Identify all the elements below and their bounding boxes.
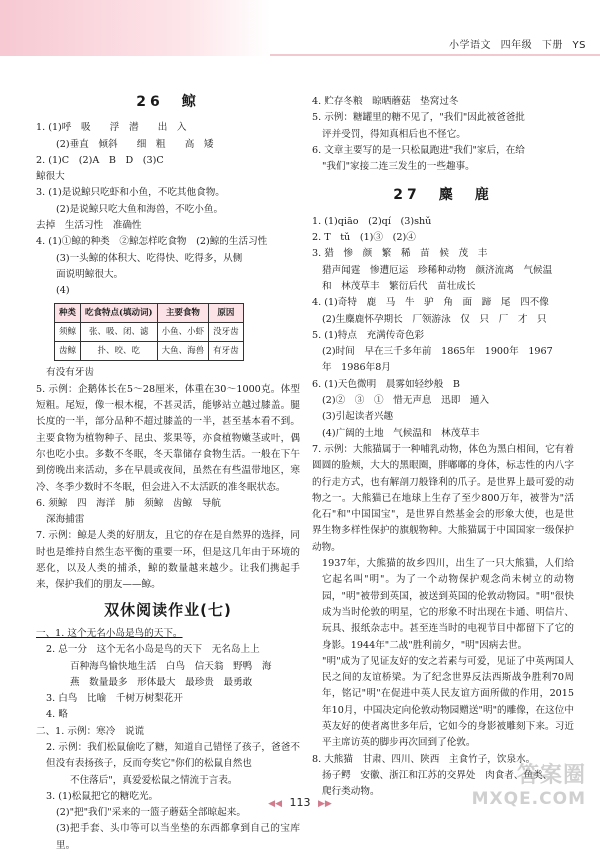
answer-line: 1. (1)呼 吸 浮 潜 出 入 [36,122,187,134]
table-cell: 须鲸 [55,322,81,341]
lesson-27-title: 27 麋 鹿 [393,187,493,204]
header-volume: 下册 [541,40,563,51]
table-cell: 小鱼、小虾 [157,322,209,341]
answer-line: (3)把手套、头巾等可以当坐垫的东西都拿到自己的宝库里。 [56,823,300,851]
table-cell: 张、吸、闭、滤 [81,322,158,341]
header-info [443,36,586,51]
answer-line: 2. 总一分 这个无名小岛是鸟的天下 无名岛上上 [46,644,260,656]
answer-line: 百种海鸟愉快地生活 白鸟 信天翁 野鸭 海 [70,660,272,672]
answer-paragraph: 2. 示例：我们松鼠偷吃了糖，知道自己错怪了孩子，爸爸不但没有表扬孩子，反而夸奖它"你们的松鼠自然也 [46,741,300,770]
page-number: 113 [289,796,311,809]
answer-line: 4. (1)①鲸的种类 ②鲸怎样吃食物 (2)鲸的生活习性 [36,236,268,248]
answer-line: 5. (1)特点 充满传奇色彩 [312,329,425,341]
table-header: 主要食物 [157,303,209,322]
answer-line: 深海捕雷 [46,514,85,526]
table-header: 吃食特点(填动词) [81,303,158,322]
answer-line: 6. (1)天色微明 晨雾如轻纱般 B [312,378,460,390]
table-header-row [55,303,244,322]
prev-arrows-icon: ◀◀ [268,799,282,809]
answer-line: 面说明鲸很大。 [56,268,124,280]
next-arrows-icon: ▶▶ [318,799,332,809]
table-header: 种类 [55,303,81,322]
answer-paragraph: 5. 示例：企鹅体长在5～28厘米，体重在30～1000克。体型短粗。尾短，像一根木棍，不甚灵活，能够站立越过膝盖。腿长度的一半，部分品种不超过膝盖的一半，甚至基本看不到。主要食物为植物种子、昆虫、浆果等，亦食植物嫩茎或叶，偶尔也吃小虫。多数不冬眠，冬天靠储存食物生活。一般在下午到傍晚出来活动，多在早晨或夜间，虽然在有些温带地区，寒冷、冬季少数时不冬眠，但会进入不太活跃的准冬眠状态。 [36,383,300,493]
answer-line: 2. T tǔ (1)③ (2)④ [312,232,416,244]
answer-line: 3. 猎 惨 颜 繁 稀 苗 候 茂 丰 [312,248,488,260]
lesson-26-title: 26 鲸 [136,94,200,110]
answer-line: (4) [56,285,70,297]
answer-line: 3. (1)松鼠把它的糖吃光。 [46,790,159,802]
answer-line: 有没有牙齿 [46,367,94,379]
answer-line: 去掉 生活习性 准确性 [36,220,142,232]
header-subject: 小学语文 [448,40,491,51]
answer-line: 3. 白鸟 比喻 千树万树梨花开 [46,693,183,705]
answer-line: 4. 略 [46,709,68,721]
answer-line: 4. 贮存冬粮 晾晒蘑菇 垫窝过冬 [312,96,459,107]
table-cell: 齿鲸 [55,342,81,361]
table-row [55,342,244,361]
left-column [36,90,300,854]
answer-line: (2)垂直 倾斜 细 粗 高 矮 [56,138,214,150]
answer-paragraph: 7. 示例：大熊猫属于一种哺乳动物，体色为黑白相间，它有着圆圆的脸颊，大大的黑眼圈，胖嘟嘟的身体，标志性的内八字的行走方式，也有解剖刀般锋利的爪子。是世界上最可爱的动物之一。大熊猫已在地球上生存了至少800万年，被誉为"活化石"和"中国国宝"，是世界自然基金会的形象大使，也是世界生物多样性保护的旗舰物种。大熊猫属于中国国家一级保护动物。 [312,443,574,553]
answer-paragraph: 7. 示例：鲸是人类的好朋友，且它的存在是自然界的选择，同时也是维持自然生态平衡的重要一环，但是这几年由于环境的恶化，以及人类的捕杀，鲸的数量越来越少。让我们携起手来，保护我们的朋友——鲸。 [36,530,300,591]
answer-line: 6. 文章主要写的是一只松鼠跑进"我们"家后，在给 [312,144,525,156]
watermark-logo: 答案圈 [516,763,586,788]
header-decoration [0,0,270,56]
answer-line: (2)② ③ ① 惜无声息 迅即 遁入 [322,395,490,407]
answer-line: 不住落后"，真爱爱松鼠之情流于言表。 [70,774,238,786]
header-grade: 四年级 [500,40,533,51]
watermark [472,758,586,809]
right-column [312,94,574,800]
answer-line: (2)"把"我们"采来的一篮子蘑菇全部晾起来。 [56,807,246,819]
answer-line: (2)生麋鹿怀孕期长 厂领游泳 仅 只 厂 才 只 [322,313,547,325]
answer-line: 一、1. 这个无名小岛是鸟的天下。 [36,627,183,639]
answer-line: 二、1. 示例：寒冷 说谎 [36,725,145,737]
answer-line: 8. 大熊猫 甘肃、四川、陕西 主食竹子，饮泉水。 [312,753,536,765]
answer-line: 扬子鳄 安徽、浙江和江苏的交界处 肉食者、鱼类、 [322,769,553,781]
table-cell: 大鱼、海兽 [157,342,209,361]
table-row [55,322,244,341]
answer-line: (3)引起读者兴趣 [322,411,394,423]
answer-line: 4. (1)奇特 鹿 马 牛 驴 角 面 蹄 尾 四不像 [312,297,549,309]
header-edition: YS [572,40,586,51]
whale-table [54,303,244,362]
answer-paragraph: 1937年，大熊猫的故乡四川，出生了一只大熊猫，人们给它起名叫"明"。为了一个动物保护观念尚未树立的动物园，"明"被带到英国，被送到英国的伦敦动物园。"明"很快成为当时伦敦的明星，它的形象不时出现在卡通、明信片、玩具、报纸杂志中。甚至连当时的电视节目中都留下了它的身影。1944年"二战"胜利前夕，"明"因病去世。 [322,558,574,651]
watermark-url: MXQE.COM [471,789,586,809]
answer-line: (2)时间 早在三千多年前 1865年 1900年 1967 [322,346,553,358]
answer-line: 猎声闻霆 惨遭厄运 珍稀种动物 颜济流离 气候温 [322,264,553,276]
answer-line: 5. 示例：糖罐里的糖不见了，"我们"因此被爸爸批 [312,112,525,124]
table-header: 原因 [209,303,244,322]
reading-7-title: 双休阅读作业(七) [104,600,232,619]
answer-line: 2. (1)C (2)A B D (3)C [36,154,164,166]
answer-line: 燕 数量最多 形体最大 最珍贵 最勇敢 [70,676,253,688]
answer-line: (2)是说鲸只吃大鱼和海兽，不吃小鱼。 [56,203,224,215]
table-cell: 扑、咬、吃 [81,342,158,361]
answer-line: 6. 须鲸 四 海洋 肺 须鲸 齿鲸 导航 [36,497,221,509]
answer-line: 和 林茂草丰 繁衍后代 苗壮成长 [322,280,476,292]
table-cell: 有牙齿 [209,342,244,361]
answer-line: 1. (1)qiāo (2)qí (3)shǔ [312,215,432,227]
answer-line: 3. (1)是说鲸只吃虾和小鱼，不吃其他食物。 [36,187,225,199]
answer-paragraph: "明"成为了见证友好的安之若素与可爱，见证了中英两国人民之间的友谊桥梁。为了纪念世界反法西斯战争胜利70周年，铭记"明"在促进中英人民友谊方面所做的作用，2015年10月，中国决定向伦敦动物园赠送"明"的雕像，在这位中英友好的使者离世多年后，它如今的身影被雕刻下来。习近平主席访英的脚步再次回到了伦敦。 [322,655,574,749]
page-header [0,0,600,56]
answer-line: 评并受罚，得知真相后也不怪它。 [322,128,466,140]
answer-line: 鲸很大 [36,171,65,183]
answer-line: 爬行类动物。 [322,786,380,798]
answer-line: "我们"家接二连三发生的一些趣事。 [322,161,475,173]
answer-line: (4)广阔的土地 气候温和 林茂草丰 [322,427,480,439]
answer-line: 年 1986年8月 [322,362,391,374]
answer-line: (3)一头鲸的体积大、吃得快、吃得多，从侧 [56,252,243,264]
table-cell: 没牙齿 [209,322,244,341]
